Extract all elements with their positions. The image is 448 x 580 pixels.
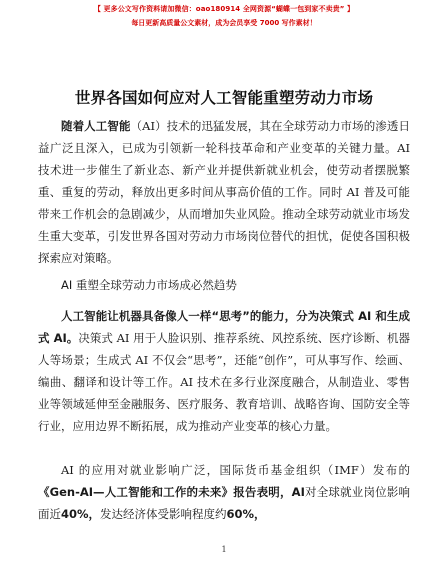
paragraph-ai-types xyxy=(38,305,410,437)
impact-report-title: 《Gen-AI—人工智能和工作的未来》报告表明，AI xyxy=(38,485,305,499)
paragraph-employment-impact xyxy=(38,459,410,525)
document-title: 世界各国如何应对人工智能重塑劳动力市场 xyxy=(74,89,374,107)
section-subheading: AI 重塑全球劳动力市场成必然趋势 xyxy=(61,278,237,292)
intro-text: （AI）技术的迅猛发展，其在全球劳动力市场的渗透日益广泛且深入，已成为引领新一轮科技革命和产业变革的关键力量。AI 技术进一步催生了新业态、新产业并提供新就业机会，使劳动者摆脱繁重、重复的劳动，释放出更多时间从事高价值的工作。同时 AI 普及可能带来工作机会的急剧减少，从而增加失业风险。推动全球劳动就业市场发生重大变革，引发世界各国对劳动力市场岗位替代的担忧，促使各国积极探索应对策略。 xyxy=(38,119,410,265)
ai-types-lead: 人工智能让机器具备像人一样“思考”的能力，分为决策式 AI 和生成式 AI。 xyxy=(38,309,410,345)
page-number: 1 xyxy=(221,545,227,554)
promo-banner-line-1: 【 更多公文写作资料请加微信：oao180914 全网资源“蝴蝶一包到家不卖贵” 】 xyxy=(93,5,355,13)
impact-text-3: 发达经济体受影响程度约 xyxy=(100,507,227,521)
intro-lead: 随着人工智能 xyxy=(61,119,131,133)
impact-text-1: AI 的应用对就业影响广泛，国际货币基金组织（IMF）发布的 xyxy=(61,463,410,477)
impact-global-share: 40%， xyxy=(61,507,101,521)
promo-banner-line-2: 每日更新高质量公文素材，成为会员享受 7000 写作素材！ xyxy=(131,19,317,27)
paragraph-intro xyxy=(38,115,410,269)
impact-advanced-share: 60%， xyxy=(226,507,266,521)
impact-text-2: 对全球就业岗位影响面近 xyxy=(38,485,411,521)
ai-types-text: 决策式 AI 用于人脸识别、推荐系统、风控系统、医疗诊断、机器人等场景；生成式 AI 不仅会“思考”，还能“创作”，可从事写作、绘画、编曲、翻译和设计等工作。AI 技术在多行业深度融合，从制造业、零售业等领域延伸至金融服务、医疗服务、教育培训、战略咨询、国防安全等行业，应用边界不断拓展，成为推动产业变革的核心力量。 xyxy=(38,331,410,433)
promo-banner xyxy=(0,4,448,29)
